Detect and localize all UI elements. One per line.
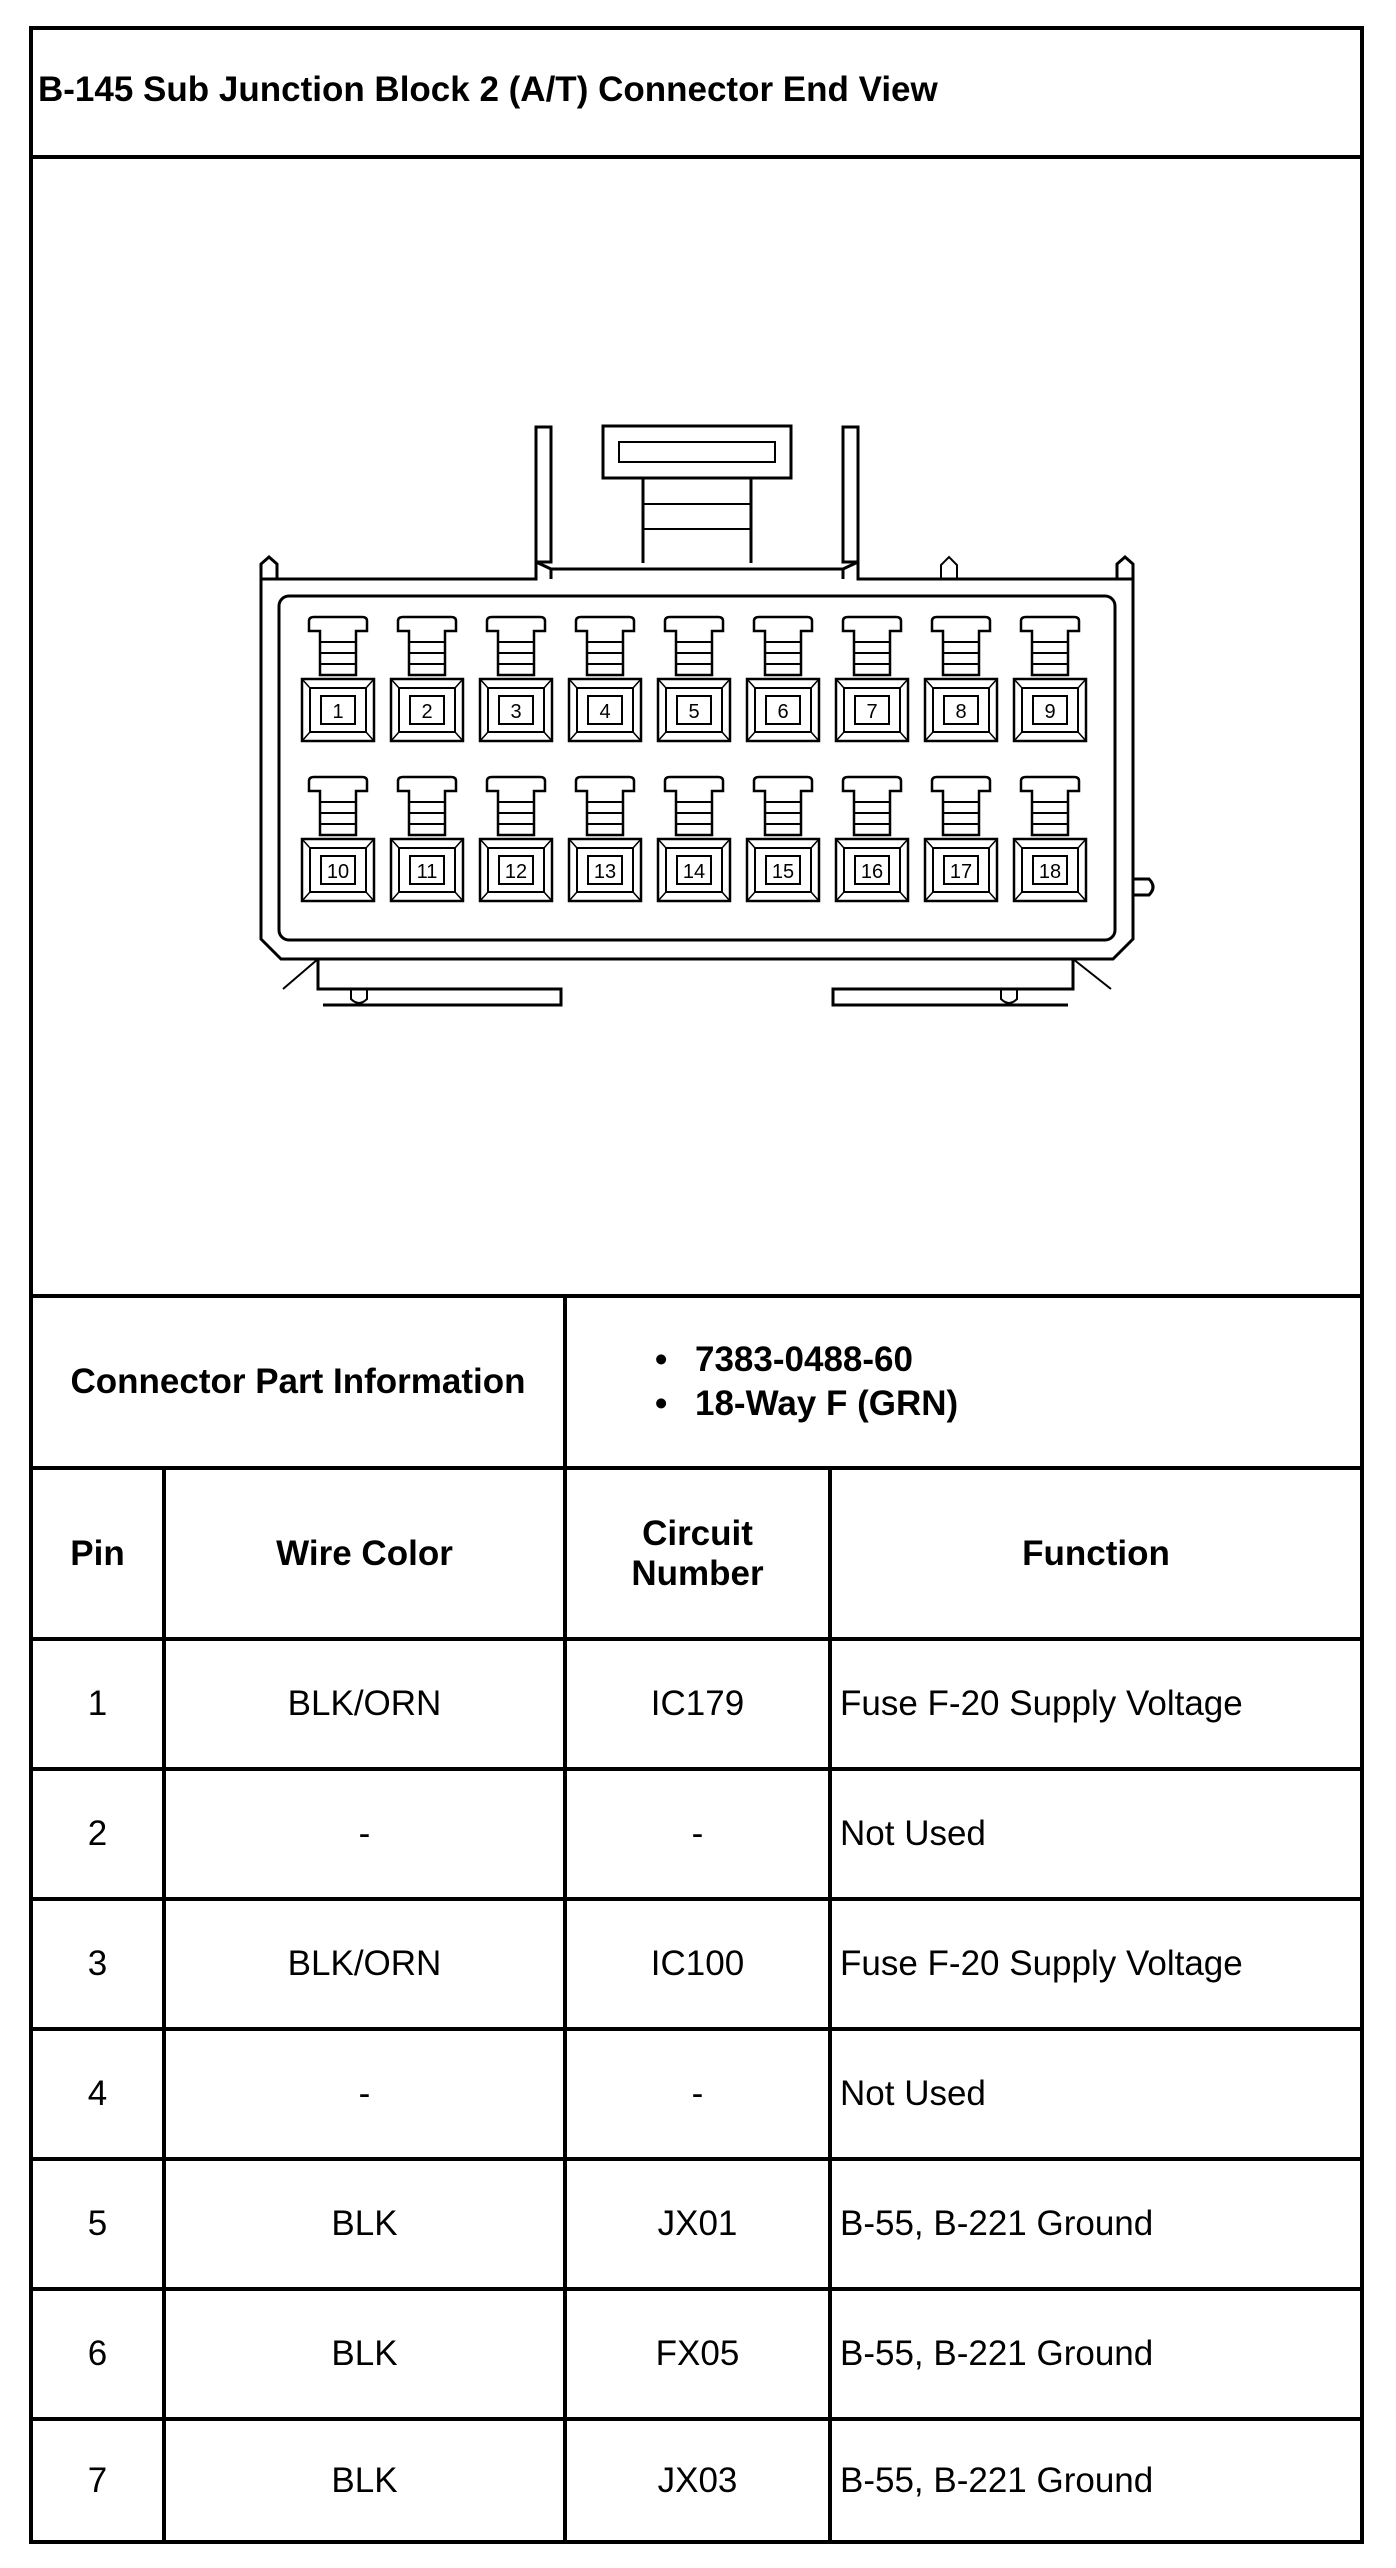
connector-type: • 18-Way F (GRN) [655, 1382, 958, 1426]
wire-color-cell: BLK/ORN [287, 1944, 442, 1983]
header-circuit-line2: Number [631, 1553, 764, 1593]
pin-number-label: 14 [682, 861, 706, 883]
pin-number-label: 16 [860, 861, 884, 883]
pin-number-label: 10 [326, 861, 350, 883]
pin-cavity [391, 777, 463, 901]
circuit-cell: IC100 [650, 1944, 745, 1983]
pin-number-label: 8 [955, 701, 967, 723]
pin-cavity [480, 777, 552, 901]
pin-cavity [480, 617, 552, 741]
pin-cavity [391, 617, 463, 741]
function-cell: Fuse F-20 Supply Voltage [840, 1944, 1243, 1983]
function-cell: Not Used [840, 2074, 986, 2113]
circuit-cell: - [691, 2074, 704, 2113]
header-circuit-number [567, 1470, 828, 1637]
circuit-cell: - [691, 1814, 704, 1853]
pin-cavity [925, 777, 997, 901]
pin-cell: 5 [87, 2204, 108, 2243]
function-cell: Not Used [840, 1814, 986, 1853]
pin-cell: 1 [87, 1684, 108, 1723]
circuit-cell: JX01 [657, 2204, 738, 2243]
pin-number-label: 18 [1038, 861, 1062, 883]
function-cell: Fuse F-20 Supply Voltage [840, 1684, 1243, 1723]
wire-color-cell: - [358, 1814, 371, 1853]
pin-number-label: 17 [949, 861, 973, 883]
pin-cavity [747, 617, 819, 741]
pin-number-label: 11 [416, 861, 438, 883]
connector-end-view-diagram [33, 159, 1360, 1294]
part-info-list [655, 1338, 958, 1426]
pin-cell: 4 [87, 2074, 108, 2113]
wire-color-cell: BLK [331, 2460, 398, 2500]
header-pin: Pin [70, 1533, 125, 1573]
pin-number-label: 13 [593, 861, 617, 883]
function-cell: B-55, B-221 Ground [840, 2460, 1154, 2500]
pin-cell: 2 [87, 1814, 108, 1853]
pin-cavity [302, 777, 374, 901]
page-title: B-145 Sub Junction Block 2 (A/T) Connector End View [38, 70, 938, 109]
pin-number-label: 2 [421, 701, 433, 723]
pin-cavity [569, 777, 641, 901]
pin-number-label: 1 [332, 701, 344, 723]
wire-color-cell: - [358, 2074, 371, 2113]
wire-color-cell: BLK [331, 2334, 398, 2373]
header-wire-color: Wire Color [276, 1533, 453, 1573]
circuit-cell: IC179 [650, 1684, 745, 1723]
pin-number-label: 15 [771, 861, 795, 883]
pin-cell: 7 [87, 2460, 108, 2500]
circuit-cell: FX05 [655, 2334, 740, 2373]
circuit-cell: JX03 [657, 2460, 738, 2500]
pin-cavity [925, 617, 997, 741]
header-circuit-line1: Circuit [642, 1513, 753, 1553]
pin-number-label: 9 [1044, 701, 1056, 723]
pin-cavity [658, 777, 730, 901]
pin-cavity [747, 777, 819, 901]
pin-cavity [658, 617, 730, 741]
pin-cell: 6 [87, 2334, 108, 2373]
wire-color-cell: BLK/ORN [287, 1684, 442, 1723]
header-function: Function [1022, 1533, 1170, 1573]
function-cell: B-55, B-221 Ground [840, 2334, 1154, 2373]
pin-cavity [836, 617, 908, 741]
pin-number-label: 5 [688, 701, 700, 723]
pin-cell: 3 [87, 1944, 108, 1983]
pin-cavity [302, 617, 374, 741]
pin-cavity [1014, 617, 1086, 741]
pin-cavity [569, 617, 641, 741]
pin-cavity [1014, 777, 1086, 901]
function-cell: B-55, B-221 Ground [840, 2204, 1154, 2243]
pin-number-label: 12 [504, 861, 528, 883]
part-number: • 7383-0488-60 [655, 1338, 958, 1382]
pin-number-label: 3 [510, 701, 522, 723]
pin-number-label: 6 [777, 701, 789, 723]
pin-cavity [836, 777, 908, 901]
connector-part-information-label: Connector Part Information [70, 1362, 526, 1401]
wire-color-cell: BLK [331, 2204, 398, 2243]
pin-number-label: 4 [599, 701, 611, 723]
pin-number-label: 7 [866, 701, 878, 723]
